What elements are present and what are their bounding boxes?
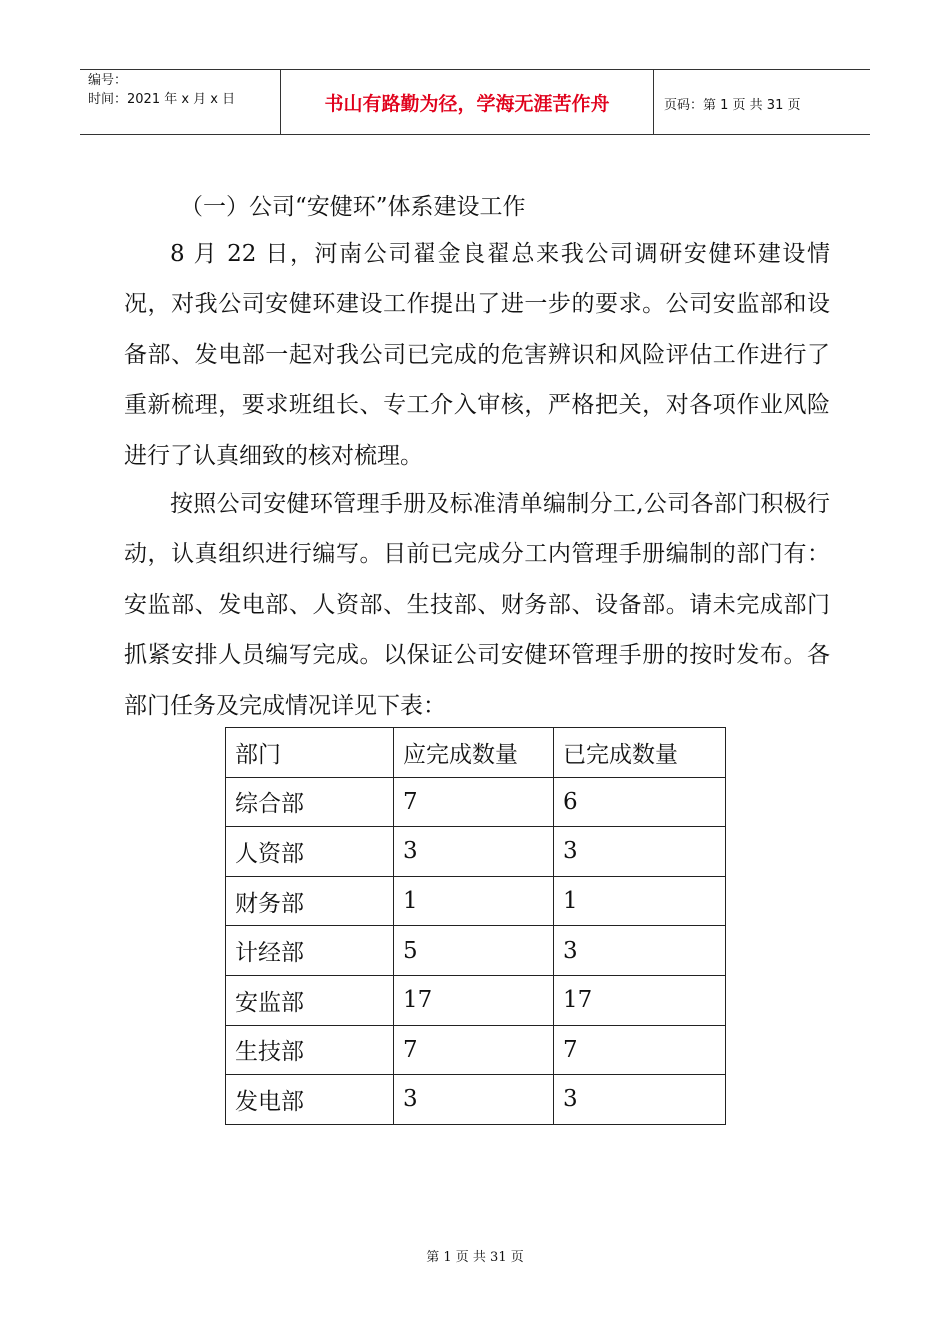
completed-count-cell: 3 xyxy=(554,1075,726,1125)
table-row xyxy=(226,876,726,926)
page-footer: 第 1 页 共 31 页 xyxy=(426,1250,524,1265)
completed-count-cell: 1 xyxy=(554,876,726,926)
table-row xyxy=(226,1025,726,1075)
required-count-cell: 5 xyxy=(394,926,554,976)
table-row xyxy=(226,827,726,877)
header-meta xyxy=(80,70,281,134)
department-cell: 发电部 xyxy=(226,1075,394,1125)
department-task-table xyxy=(225,727,726,1125)
body-paragraph: 8 月 22 日，河南公司翟金良翟总来我公司调研安健环建设情况，对我公司安健环建设工作提出了进一步的要求。公司安监部和设备部、发电部一起对我公司已完成的危害辨识和风险评估工作进行了重新梳理，要求班组长、专工介入审核，严格把关，对各项作业风险进行了认真细致的核对梳理。 xyxy=(124,241,830,469)
completed-count-cell: 3 xyxy=(554,926,726,976)
column-header-department: 部门 xyxy=(226,728,394,778)
required-count-cell: 7 xyxy=(394,1025,554,1075)
document-number-label: 编号： xyxy=(88,73,128,88)
table-row xyxy=(226,1075,726,1125)
required-count-cell: 1 xyxy=(394,876,554,926)
section-heading: （一）公司“安健环”体系建设工作 xyxy=(180,194,526,220)
completed-count-cell: 7 xyxy=(554,1025,726,1075)
required-count-cell: 3 xyxy=(394,827,554,877)
table-row xyxy=(226,926,726,976)
body-paragraph: 按照公司安健环管理手册及标准清单编制分工,公司各部门积极行动，认真组织进行编写。目前已完成分工内管理手册编制的部门有：安监部、发电部、人资部、生技部、财务部、设备部。请未完成部门抓紧安排人员编写完成。以保证公司安健环管理手册的按时发布。各部门任务及完成情况详见下表： xyxy=(124,491,830,719)
column-header-required: 应完成数量 xyxy=(394,728,554,778)
completed-count-cell: 6 xyxy=(554,777,726,827)
required-count-cell: 7 xyxy=(394,777,554,827)
column-header-completed: 已完成数量 xyxy=(554,728,726,778)
department-cell: 人资部 xyxy=(226,827,394,877)
table-header-row xyxy=(226,728,726,778)
department-cell: 安监部 xyxy=(226,975,394,1025)
required-count-cell: 17 xyxy=(394,975,554,1025)
department-cell: 财务部 xyxy=(226,876,394,926)
document-header xyxy=(80,69,870,135)
department-cell: 综合部 xyxy=(226,777,394,827)
completed-count-cell: 17 xyxy=(554,975,726,1025)
table-row xyxy=(226,777,726,827)
completed-count-cell: 3 xyxy=(554,827,726,877)
department-cell: 计经部 xyxy=(226,926,394,976)
header-page-info: 页码：第 1 页 共 31 页 xyxy=(664,98,801,113)
required-count-cell: 3 xyxy=(394,1075,554,1125)
table-row xyxy=(226,975,726,1025)
header-motto: 书山有路勤为径，学海无涯苦作舟 xyxy=(281,70,654,134)
department-cell: 生技部 xyxy=(226,1025,394,1075)
document-date: 时间：2021 年 x 月 x 日 xyxy=(88,92,236,107)
